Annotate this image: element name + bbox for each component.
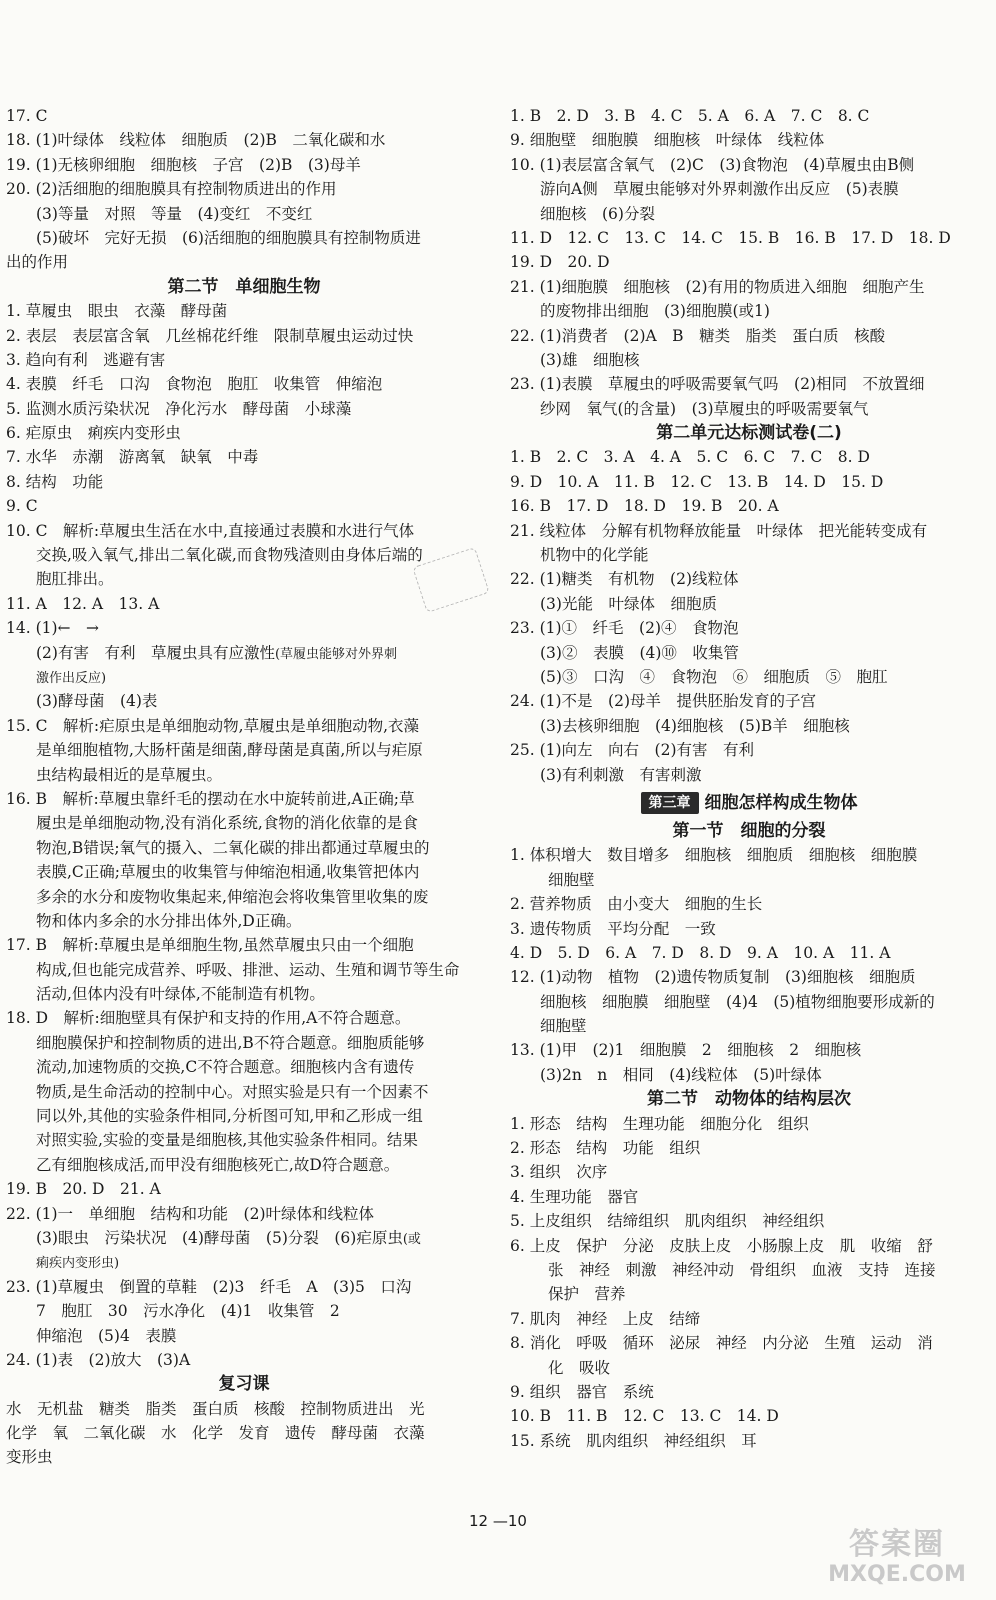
answer-line: [510, 592, 988, 616]
answer-line: [6, 1055, 482, 1079]
answer-text: (3)有利刺激 有害刺激: [540, 765, 702, 784]
answer-text: 17. C: [6, 107, 48, 125]
watermark-logo: [822, 1528, 972, 1594]
answer-line: [6, 811, 482, 835]
answer-line: [6, 226, 482, 250]
answer-text: 4. 生理功能 器官: [510, 1187, 639, 1206]
watermark-cn: 答案圈: [849, 1527, 945, 1562]
answer-line: [510, 665, 988, 689]
answer-line: [510, 1014, 988, 1038]
answer-text: 16. B 解析:草履虫靠纤毛的摆动在水中旋转前进,A正确;草: [6, 789, 415, 808]
answer-text: (3)光能 叶绿体 细胞质: [540, 594, 717, 613]
watermark-en: MXQE.COM: [828, 1562, 966, 1587]
answer-text: 4. D 5. D 6. A 7. D 8. D 9. A 10. A 11. A: [510, 943, 891, 962]
answer-text: (3)酵母菌 (4)表: [36, 692, 158, 711]
answer-text: 物质,是生命活动的控制中心。对照实验是只有一个因素不: [36, 1082, 429, 1101]
answer-text: 1. B 2. D 3. B 4. C 5. A 6. A 7. C 8. C: [510, 107, 870, 125]
answer-line: [510, 543, 988, 567]
answer-text: 活动,但体内没有叶绿体,不能制造有机物。: [36, 985, 325, 1004]
answer-line: [6, 1202, 482, 1226]
answer-line: [6, 1104, 482, 1128]
answer-text: 同以外,其他的实验条件相同,分析图可知,甲和乙形成一组: [36, 1107, 423, 1126]
answer-line: [6, 153, 482, 177]
answer-line: [6, 250, 482, 274]
right-column: [510, 104, 988, 1453]
answer-line: [510, 616, 988, 640]
answer-text: 保护 营养: [548, 1285, 626, 1304]
answer-line: [6, 787, 482, 811]
answer-text: 14. (1)← →: [6, 619, 100, 638]
answer-line: [510, 1380, 988, 1404]
answer-text: 9. D 10. A 11. B 12. C 13. B 14. D 15. D: [510, 472, 884, 491]
answer-text: 乙有细胞核成活,而甲没有细胞核死亡,故D符合题意。: [36, 1155, 400, 1174]
answer-text: 表膜,C正确;草履虫的收集管与伸缩泡相通,收集管把体内: [36, 863, 420, 882]
answer-line: [510, 519, 988, 543]
answer-note: (或: [402, 1231, 421, 1247]
section-heading: 第一节 细胞的分裂: [672, 820, 826, 841]
answer-text: (3)去核卵细胞 (4)细胞核 (5)B羊 细胞核: [540, 716, 850, 735]
answer-line: [6, 1250, 482, 1274]
answer-line: [6, 1348, 482, 1372]
chapter-heading: [510, 789, 988, 817]
answer-line: [510, 689, 988, 713]
answer-text: 23. (1)草履虫 倒置的草鞋 (2)3 纤毛 A (3)5 口沟: [6, 1277, 412, 1296]
answer-text: 18. (1)叶绿体 线粒体 细胞质 (2)B 二氧化碳和水: [6, 131, 386, 150]
answer-text: 10. (1)表层富含氧气 (2)C (3)食物泡 (4)草履虫由B侧: [510, 155, 915, 174]
answer-text: 胞肛排出。: [36, 570, 114, 589]
answer-line: [510, 714, 988, 738]
answer-text: 3. 遗传物质 平均分配 一致: [510, 919, 716, 938]
answer-text: 13. (1)甲 (2)1 细胞膜 2 细胞核 2 细胞核: [510, 1041, 862, 1060]
answer-text: 化学 氧 二氧化碳 水 化学 发育 遗传 酵母菌 衣藻: [6, 1424, 425, 1443]
answer-text: 伸缩泡 (5)4 表膜: [36, 1326, 177, 1345]
answer-line: [510, 1063, 988, 1087]
answer-line: [6, 421, 482, 445]
answer-text: 出的作用: [6, 253, 69, 272]
answer-text: 21. (1)细胞膜 细胞核 (2)有用的物质进入细胞 细胞产生: [510, 277, 925, 296]
answer-line: [6, 616, 482, 640]
answer-text: 物和体内多余的水分排出体外,D正确。: [36, 911, 302, 930]
answer-text: 22. (1)一 单细胞 结构和功能 (2)叶绿体和线粒体: [6, 1204, 374, 1223]
chapter-title: 细胞怎样构成生物体: [704, 792, 858, 813]
answer-text: (3)雄 细胞核: [540, 350, 640, 369]
answer-line: [510, 567, 988, 591]
answer-line: [6, 1421, 482, 1445]
answer-line: [6, 1299, 482, 1323]
answer-text: 水 无机盐 糖类 脂类 蛋白质 核酸 控制物质进出 光: [6, 1399, 425, 1418]
answer-text: 变形虫: [6, 1448, 53, 1467]
answer-text: 6. 疟原虫 痢疾内变形虫: [6, 424, 181, 443]
answer-text: 22. (1)消费者 (2)A B 糖类 脂类 蛋白质 核酸: [510, 326, 886, 345]
answer-line: [510, 128, 988, 152]
answer-text: 23. (1)① 纤毛 (2)④ 食物泡: [510, 619, 739, 638]
answer-line: [510, 1331, 988, 1355]
answer-text: 24. (1)表 (2)放大 (3)A: [6, 1350, 191, 1369]
answer-line: [6, 860, 482, 884]
answer-line: [6, 1153, 482, 1177]
answer-line: [510, 348, 988, 372]
answer-line: [6, 543, 482, 567]
answer-line: [510, 1307, 988, 1331]
answer-line: [6, 714, 482, 738]
answer-line: [6, 1006, 482, 1030]
answer-line: [6, 1445, 482, 1469]
answer-line: [510, 494, 988, 518]
answer-line: [6, 470, 482, 494]
answer-text: 8. 结构 功能: [6, 472, 104, 491]
answer-line: [510, 445, 988, 469]
answer-text: 1. 体积增大 数目增多 细胞核 细胞质 细胞核 细胞膜: [510, 846, 918, 865]
answer-line: [510, 1258, 988, 1282]
answer-text: 11. A 12. A 13. A: [6, 594, 160, 613]
answer-line: [6, 104, 482, 128]
answer-line: [510, 941, 988, 965]
page-number: 12 —10: [469, 1512, 527, 1530]
answer-text: 1. 形态 结构 生理功能 细胞分化 组织: [510, 1114, 809, 1133]
answer-line: [510, 177, 988, 201]
answer-text: 6. 上皮 保护 分泌 皮肤上皮 小肠腺上皮 肌 收缩 舒: [510, 1236, 933, 1255]
answer-text: 3. 趋向有利 逃避有害: [6, 350, 166, 369]
answer-text: 纱网 氧气(的含量) (3)草履虫的呼吸需要氧气: [540, 399, 869, 418]
answer-line: [6, 1275, 482, 1299]
answer-line: [6, 1128, 482, 1152]
answer-text: 7 胞肛 30 污水净化 (4)1 收集管 2: [36, 1302, 340, 1321]
answer-line: [510, 1234, 988, 1258]
answer-line: [6, 348, 482, 372]
answer-line: [6, 299, 482, 323]
answer-line: [6, 372, 482, 396]
answer-text: 18. D 解析:细胞壁具有保护和支持的作用,A不符合题意。: [6, 1009, 411, 1028]
answer-line: [6, 1397, 482, 1421]
answer-text: 9. 细胞壁 细胞膜 细胞核 叶绿体 线粒体: [510, 131, 825, 150]
answer-line: [6, 128, 482, 152]
answer-line: [510, 153, 988, 177]
answer-text: 细胞膜保护和控制物质的进出,B不符合题意。细胞质能够: [36, 1033, 425, 1052]
answer-line: [510, 641, 988, 665]
answer-text: 2. 表层 表层富含氧 几丝棉花纤维 限制草履虫运动过快: [6, 326, 414, 345]
answer-text: 构成,但也能完成营养、呼吸、排泄、运动、生殖和调节等生命: [36, 960, 460, 979]
answer-line: [510, 1404, 988, 1428]
answer-line: [6, 494, 482, 518]
answer-line: [6, 397, 482, 421]
answer-text: 17. B 解析:草履虫是单细胞生物,虽然草履虫只由一个细胞: [6, 936, 414, 955]
answer-text: 19. B 20. D 21. A: [6, 1180, 161, 1199]
answer-line: [510, 1185, 988, 1209]
answer-line: [510, 1038, 988, 1062]
answer-line: [6, 519, 482, 543]
answer-text: 3. 组织 次序: [510, 1163, 608, 1182]
answer-line: [510, 324, 988, 348]
answer-text: 10. B 11. B 12. C 13. C 14. D: [510, 1407, 779, 1426]
answer-text: 对照实验,实验的变量是细胞核,其他实验条件相同。结果: [36, 1131, 418, 1150]
answer-line: [510, 1429, 988, 1453]
answer-line: [6, 738, 482, 762]
answer-text: 20. (2)活细胞的细胞膜具有控制物质进出的作用: [6, 180, 337, 199]
answer-line: [510, 1112, 988, 1136]
section-heading: 第二单元达标测试卷(二): [656, 423, 842, 444]
answer-line: [6, 567, 482, 591]
answer-text: 是单细胞植物,大肠杆菌是细菌,酵母菌是真菌,所以与疟原: [36, 741, 423, 760]
answer-line: [6, 592, 482, 616]
answer-text: 12. (1)动物 植物 (2)遗传物质复制 (3)细胞核 细胞质: [510, 968, 916, 987]
answer-text: (5)破坏 完好无损 (6)活细胞的细胞膜具有控制物质进: [36, 228, 421, 247]
answer-line: [510, 1160, 988, 1184]
answer-text: 7. 水华 赤潮 游离氧 缺氧 中毒: [6, 448, 259, 467]
answer-text: 2. 形态 结构 功能 组织: [510, 1139, 701, 1158]
answer-text: (3)② 表膜 (4)⑩ 收集管: [540, 643, 739, 662]
answer-text: 9. 组织 器官 系统: [510, 1382, 654, 1401]
answer-line: [6, 1226, 482, 1250]
answer-line: [6, 933, 482, 957]
section-heading: 第二节 动物体的结构层次: [647, 1089, 851, 1110]
answer-line: [510, 965, 988, 989]
answer-text: 24. (1)不是 (2)母羊 提供胚胎发育的子宫: [510, 692, 816, 711]
answer-line: [510, 843, 988, 867]
answer-text: 8. 消化 呼吸 循环 泌尿 神经 内分泌 生殖 运动 消: [510, 1334, 933, 1353]
answer-line: [510, 470, 988, 494]
answer-text: 19. (1)无核卵细胞 细胞核 子宫 (2)B (3)母羊: [6, 155, 361, 174]
answer-text: 1. B 2. C 3. A 4. A 5. C 6. C 7. C 8. D: [510, 448, 870, 467]
answer-note: (草履虫能够对外界刺: [274, 646, 398, 662]
answer-text: 机物中的化学能: [540, 546, 649, 565]
answer-line: [6, 958, 482, 982]
answer-line: [6, 641, 482, 665]
answer-line: [510, 226, 988, 250]
answer-text: 化 吸收: [548, 1358, 611, 1377]
answer-text: (3)眼虫 污染状况 (4)酵母菌 (5)分裂 (6)疟原虫: [36, 1228, 403, 1247]
answer-line: [510, 275, 988, 299]
answer-text: 的废物排出细胞 (3)细胞膜(或1): [540, 302, 770, 321]
answer-text: 4. 表膜 纤毛 口沟 食物泡 胞肛 收集管 伸缩泡: [6, 375, 383, 394]
answer-text: 细胞核 (6)分裂: [540, 204, 655, 223]
answer-line: [6, 177, 482, 201]
answer-line: [510, 397, 988, 421]
answer-text: 物泡,B错误;氧气的摄入、二氧化碳的排出都通过草履虫的: [36, 838, 430, 857]
answer-text: (3)等量 对照 等量 (4)变红 不变红: [36, 204, 313, 223]
answer-line: [6, 1031, 482, 1055]
answer-text: 细胞核 细胞膜 细胞壁 (4)4 (5)植物细胞要形成新的: [540, 992, 935, 1011]
answer-text: 激作出反应): [36, 670, 107, 686]
answer-text: 7. 肌肉 神经 上皮 结缔: [510, 1309, 701, 1328]
answer-text: 交换,吸入氧气,排出二氧化碳,而食物残渣则由身体后端的: [36, 546, 423, 565]
answer-text: 履虫是单细胞动物,没有消化系统,食物的消化依靠的是食: [36, 814, 418, 833]
answer-line: [510, 299, 988, 323]
answer-text: 11. D 12. C 13. C 14. C 15. B 16. B 17. D 18. D: [510, 228, 951, 247]
answer-text: (3)2n n 相同 (4)线粒体 (5)叶绿体: [540, 1065, 822, 1084]
answer-text: 2. 营养物质 由小变大 细胞的生长: [510, 895, 763, 914]
answer-text: 细胞壁: [548, 870, 595, 889]
answer-text: 15. 系统 肌肉组织 神经组织 耳: [510, 1431, 757, 1450]
answer-line: [510, 990, 988, 1014]
answer-text: 流动,加速物质的交换,C不符合题意。细胞核内含有遗传: [36, 1058, 415, 1077]
answer-text: 细胞壁: [540, 1017, 587, 1036]
answer-line: [510, 738, 988, 762]
answer-text: (5)③ 口沟 ④ 食物泡 ⑥ 细胞质 ⑤ 胞肛: [540, 667, 888, 686]
answer-text: 多余的水分和废物收集起来,伸缩泡会将收集管里收集的废: [36, 887, 429, 906]
answer-line: [510, 1282, 988, 1306]
answer-line: [6, 665, 482, 689]
section-heading: 第二节 单细胞生物: [167, 276, 321, 297]
answer-text: 虫结构最相近的是草履虫。: [36, 765, 223, 784]
answer-text: 22. (1)糖类 有机物 (2)线粒体: [510, 570, 739, 589]
answer-line: [510, 917, 988, 941]
answer-line: [6, 885, 482, 909]
answer-line: [510, 202, 988, 226]
left-column: [6, 104, 482, 1470]
answer-line: [510, 104, 988, 128]
answer-line: [6, 982, 482, 1006]
answer-text: 19. D 20. D: [510, 253, 610, 272]
section-heading: 复习课: [218, 1374, 270, 1395]
answer-text: 10. C 解析:草履虫生活在水中,直接通过表膜和水进行气体: [6, 521, 415, 540]
answer-line: [510, 763, 988, 787]
answer-text: 9. C: [6, 497, 38, 516]
answer-line: [6, 689, 482, 713]
answer-text: 张 神经 刺激 神经冲动 骨组织 血液 支持 连接: [548, 1260, 936, 1279]
answer-line: [510, 372, 988, 396]
chapter-badge: 第三章: [641, 792, 699, 814]
answer-text: 5. 监测水质污染状况 净化污水 酵母菌 小球藻: [6, 399, 352, 418]
answer-line: [510, 1209, 988, 1233]
answer-text: 5. 上皮组织 结缔组织 肌肉组织 神经组织: [510, 1212, 825, 1231]
answer-text: 21. 线粒体 分解有机物释放能量 叶绿体 把光能转变成有: [510, 521, 928, 540]
answer-text: 15. C 解析:疟原虫是单细胞动物,草履虫是单细胞动物,衣藻: [6, 716, 420, 735]
answer-line: [6, 836, 482, 860]
answer-line: [6, 763, 482, 787]
answer-line: [510, 1356, 988, 1380]
answer-text: 23. (1)表膜 草履虫的呼吸需要氧气吗 (2)相同 不放置细: [510, 375, 925, 394]
answer-line: [6, 445, 482, 469]
answer-line: [510, 1136, 988, 1160]
answer-text: 1. 草履虫 眼虫 衣藻 酵母菌: [6, 302, 228, 321]
answer-text: 痢疾内变形虫): [36, 1256, 120, 1272]
answer-line: [6, 1324, 482, 1348]
answer-text: 游向A侧 草履虫能够对外界刺激作出反应 (5)表膜: [540, 180, 899, 199]
answer-line: [6, 324, 482, 348]
answer-line: [6, 1080, 482, 1104]
answer-line: [6, 909, 482, 933]
answer-line: [510, 892, 988, 916]
answer-line: [6, 202, 482, 226]
answer-text: (2)有害 有利 草履虫具有应激性: [36, 643, 275, 662]
answer-text: 16. B 17. D 18. D 19. B 20. A: [510, 497, 779, 516]
answer-line: [510, 250, 988, 274]
answer-line: [6, 1177, 482, 1201]
answer-line: [510, 868, 988, 892]
answer-text: 25. (1)向左 向右 (2)有害 有利: [510, 741, 754, 760]
